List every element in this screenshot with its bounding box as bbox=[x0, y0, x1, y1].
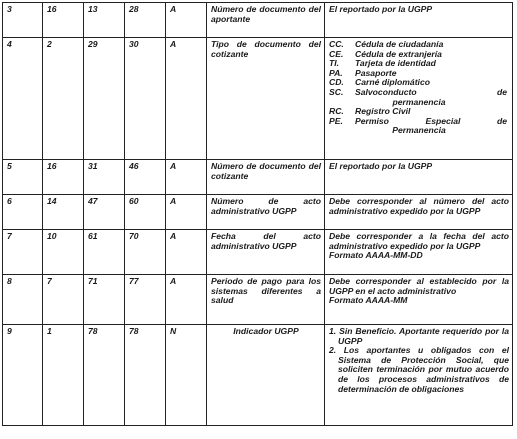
field-length: 2 bbox=[43, 38, 84, 160]
table-row bbox=[3, 325, 513, 426]
field-type: A bbox=[166, 3, 207, 38]
field-end: 70 bbox=[125, 230, 166, 275]
field-length: 10 bbox=[43, 230, 84, 275]
field-end: 28 bbox=[125, 3, 166, 38]
list-item: CE. Cédula de extranjería bbox=[329, 48, 442, 59]
field-end: 60 bbox=[125, 195, 166, 230]
field-name: Número de documento del cotizante bbox=[207, 160, 325, 195]
field-description: Debe corresponder a la fecha del acto administrativo expedido por la UGPP Formato AAAA-MM-DD bbox=[325, 230, 513, 275]
field-name: Número de documento del aportante bbox=[207, 3, 325, 38]
table-row bbox=[3, 3, 513, 38]
field-type: A bbox=[166, 160, 207, 195]
field-name: Fecha del acto administrativo UGPP bbox=[207, 230, 325, 275]
field-spec-table bbox=[2, 2, 513, 426]
list-item: TI. Tarjeta de identidad bbox=[329, 58, 436, 69]
field-length: 1 bbox=[43, 325, 84, 426]
field-type: A bbox=[166, 195, 207, 230]
field-description: Debe corresponder al establecido por la UGPP en el acto administrativo Formato AAAA-MM bbox=[325, 275, 513, 325]
field-name: Periodo de pago para los sistemas diferentes a salud bbox=[207, 275, 325, 325]
field-number: 6 bbox=[3, 195, 43, 230]
field-length: 16 bbox=[43, 3, 84, 38]
field-description bbox=[325, 325, 513, 426]
table-row bbox=[3, 275, 513, 325]
field-end: 30 bbox=[125, 38, 166, 160]
field-start: 71 bbox=[84, 275, 125, 325]
field-start: 47 bbox=[84, 195, 125, 230]
field-description: El reportado por la UGPP bbox=[325, 160, 513, 195]
field-description: Debe corresponder al número del acto administrativo expedido por la UGPP bbox=[325, 195, 513, 230]
field-start: 78 bbox=[84, 325, 125, 426]
field-description: El reportado por la UGPP bbox=[325, 3, 513, 38]
field-number: 9 bbox=[3, 325, 43, 426]
field-length: 7 bbox=[43, 275, 84, 325]
field-type: A bbox=[166, 38, 207, 160]
field-number: 8 bbox=[3, 275, 43, 325]
field-number: 3 bbox=[3, 3, 43, 38]
list-item: PE. Permiso Especial de Permanencia bbox=[329, 115, 507, 136]
field-end: 77 bbox=[125, 275, 166, 325]
field-type: A bbox=[166, 275, 207, 325]
field-end: 78 bbox=[125, 325, 166, 426]
field-end: 46 bbox=[125, 160, 166, 195]
field-name: Tipo de documento del cotizante bbox=[207, 38, 325, 160]
list-item: PA. Pasaporte bbox=[329, 67, 397, 78]
table-row bbox=[3, 38, 513, 160]
table-row bbox=[3, 195, 513, 230]
field-name: Número de acto administrativo UGPP bbox=[207, 195, 325, 230]
table-row bbox=[3, 160, 513, 195]
table-row bbox=[3, 230, 513, 275]
field-start: 29 bbox=[84, 38, 125, 160]
field-length: 16 bbox=[43, 160, 84, 195]
field-name: Indicador UGPP bbox=[207, 325, 325, 426]
field-length: 14 bbox=[43, 195, 84, 230]
list-item: CD. Carné diplomático bbox=[329, 77, 430, 88]
field-type: A bbox=[166, 230, 207, 275]
field-number: 4 bbox=[3, 38, 43, 160]
field-type: N bbox=[166, 325, 207, 426]
list-item: RC. Registro Civil bbox=[329, 106, 411, 117]
field-start: 13 bbox=[84, 3, 125, 38]
field-start: 61 bbox=[84, 230, 125, 275]
list-item: 1. Sin Beneficio. Aportante requerido por la UGPP bbox=[329, 326, 509, 346]
field-start: 31 bbox=[84, 160, 125, 195]
field-description bbox=[325, 38, 513, 160]
field-number: 7 bbox=[3, 230, 43, 275]
list-item: CC. Cédula de ciudadanía bbox=[329, 39, 444, 49]
field-number: 5 bbox=[3, 160, 43, 195]
list-item: 2. Los aportantes u obligados con el Sistema de Protección Social, que soliciten terminación por mutuo acuerdo de los procesos administrativos de determinación de obligaciones bbox=[329, 345, 509, 394]
list-item: SC. Salvoconducto de permanencia bbox=[329, 86, 507, 107]
